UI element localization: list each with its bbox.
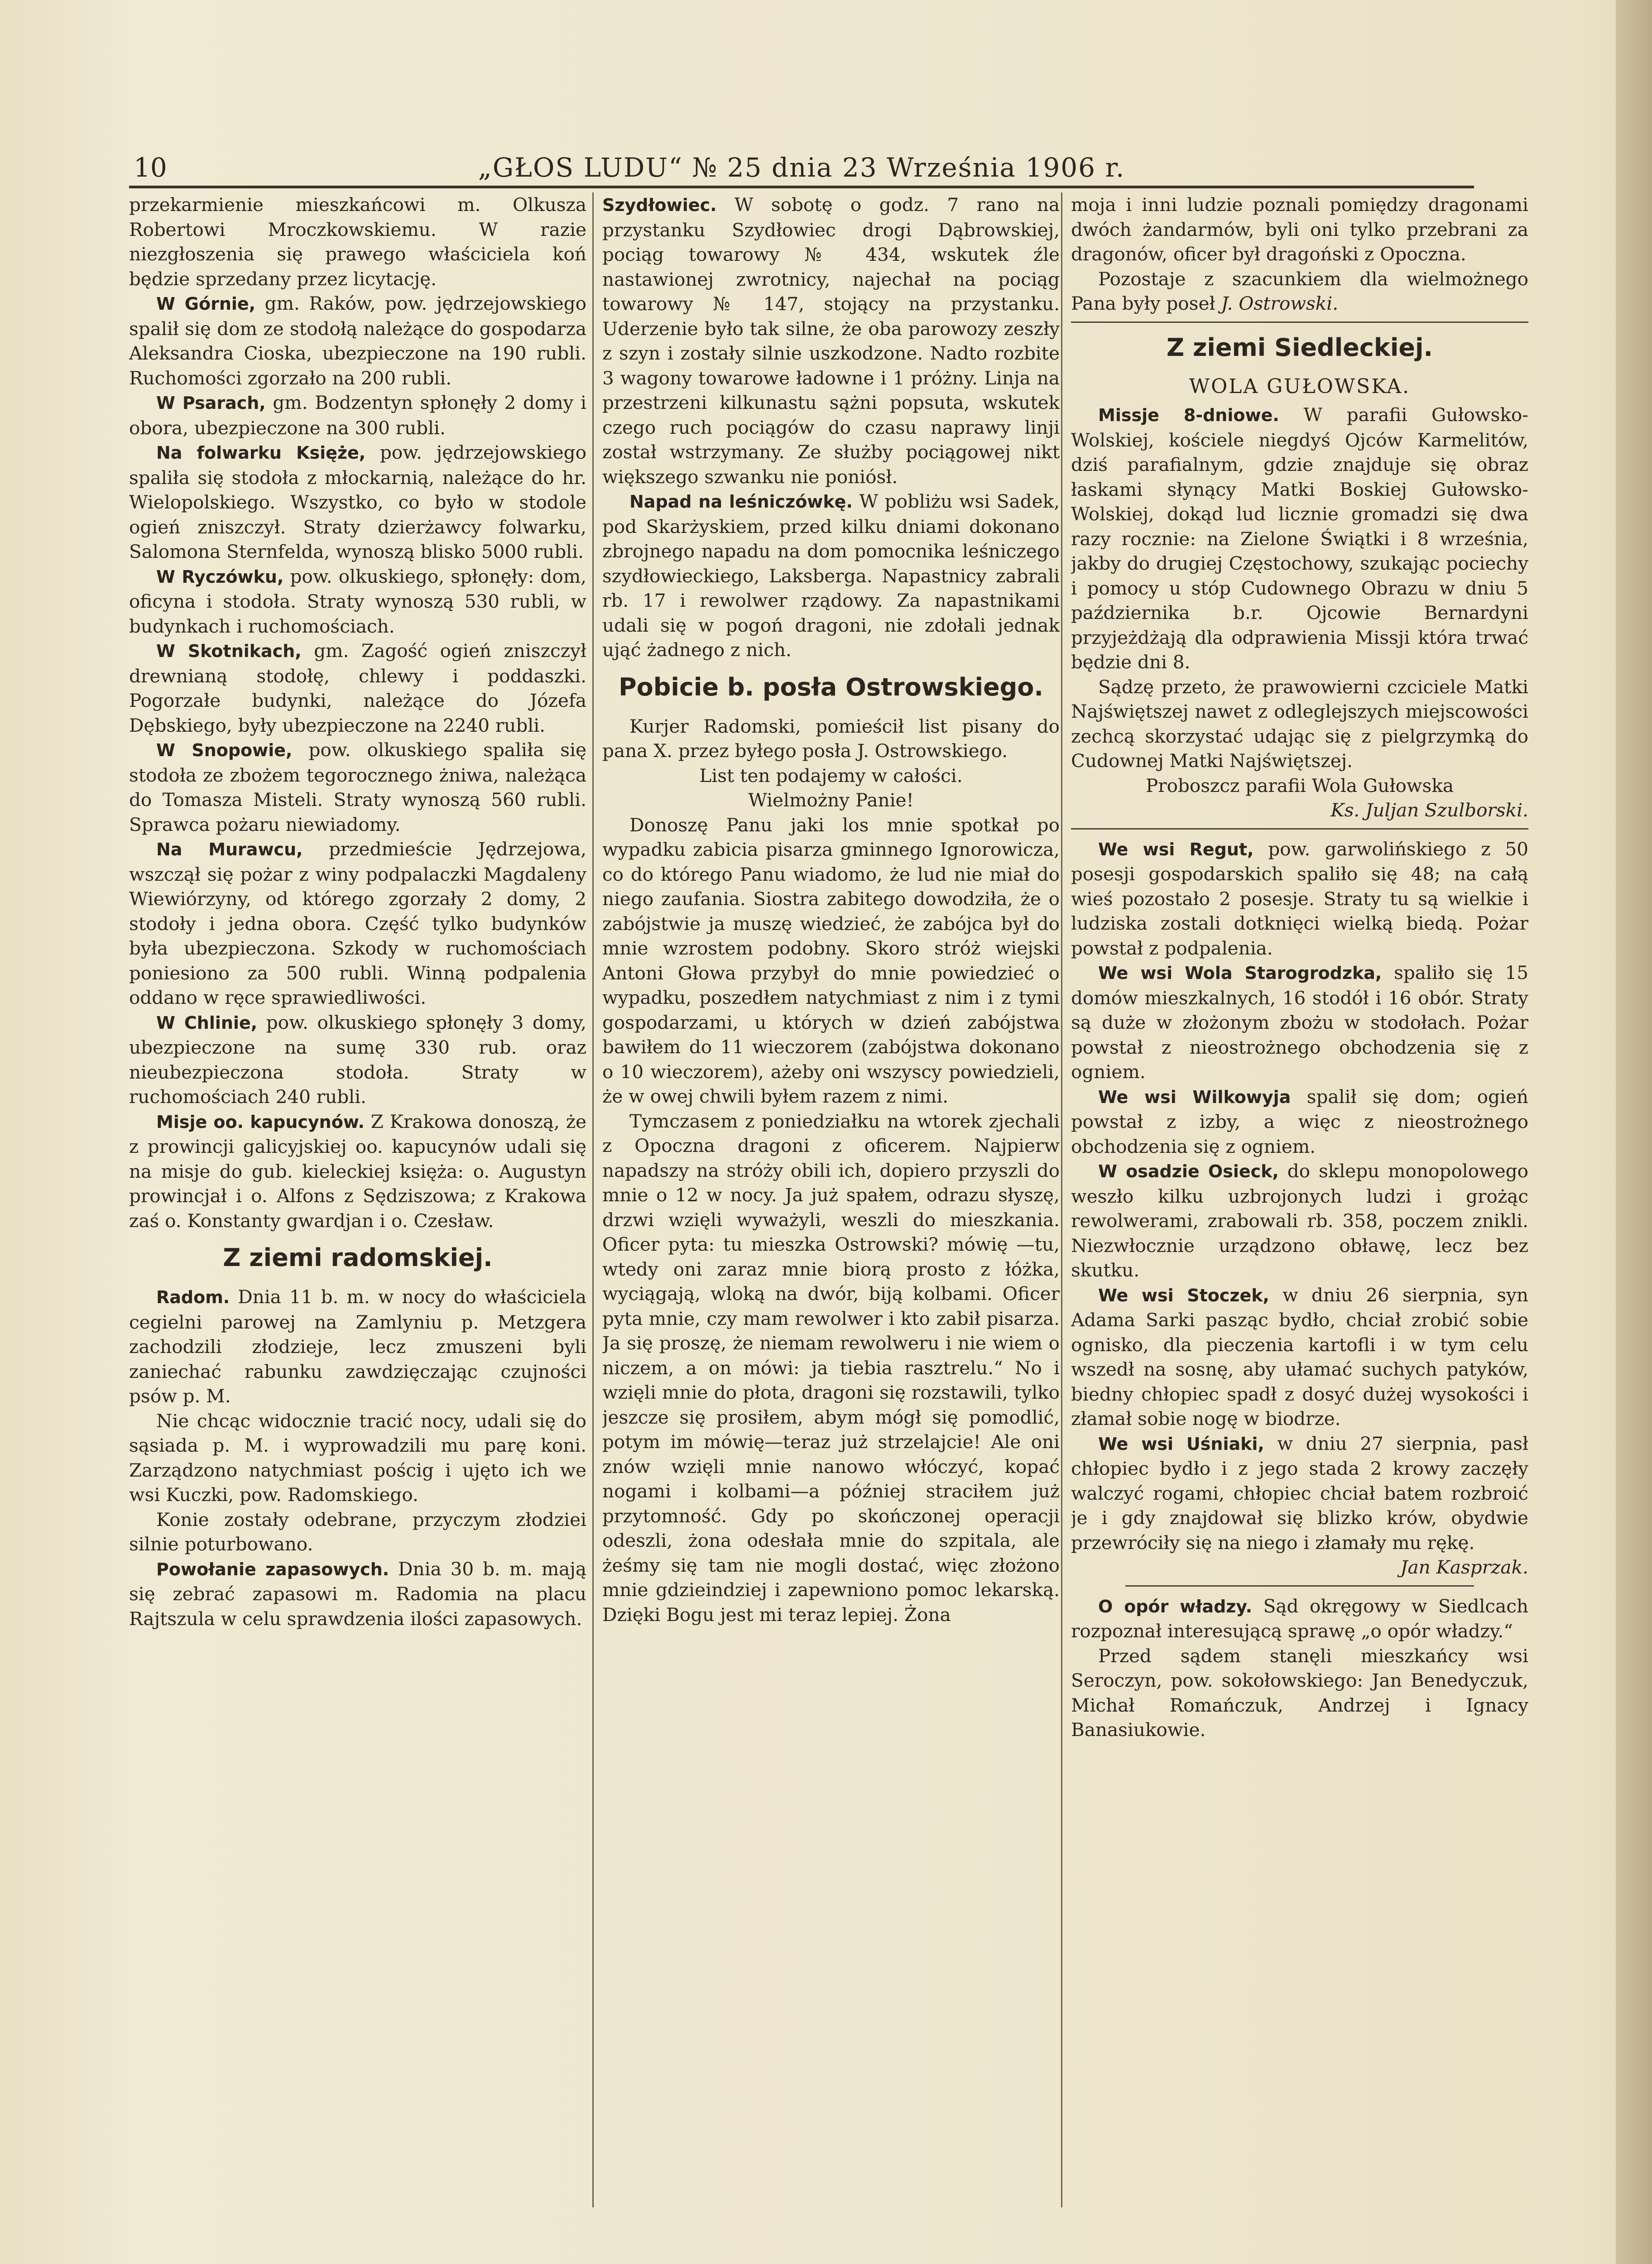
news-item xyxy=(129,837,586,1010)
news-item-text: W parafii Gułowsko-Wolskiej, kościele niegdyś Ojców Karmelitów, dziś parafialnym, gdzie znajduje się obraz łaskami słynący Matki Boskiej Gułowsko-Wolskiej, dokąd lud licznie gromadzi się dwa razy rocznie: na Zielone Świątki i 8 września, jakby do drugiej Częstochowy, szukając pociechy i pomocy u stóp Cudownego Obrazu w dniu 5 października b.r. Ojcowie Bernardyni przyjeżdżają dla odprawienia Missji która trwać będzie dni 8. xyxy=(1071,404,1528,673)
signature: Jan Kasprzak. xyxy=(1400,1556,1528,1578)
news-item-heading: W Skotnikach, xyxy=(156,641,302,661)
letter-salutation: Wielmożny Panie! xyxy=(748,789,914,811)
news-item-heading: We wsi Stoczek, xyxy=(1098,1285,1269,1305)
news-item xyxy=(129,564,586,639)
news-item-text: pow. garwolińskiego z 50 posesji gospodarskich spaliło się 48; na całą wieś pozostało 2 posesje. Straty tu są wielkie i ludziska zostali dotknięci wielką biedą. Pożar powstał z podpalenia. xyxy=(1071,838,1528,959)
news-item xyxy=(129,1109,586,1233)
news-item xyxy=(129,1285,586,1409)
news-item xyxy=(129,291,586,390)
news-item-text: w dniu 27 sierpnia, pasł chłopiec bydło i z jego stada 2 krowy zaczęły walczyć rogami, chłopiec chciał batem rozbroić je i gdy znajdował się blizko krów, obydwie przewróciły się na niego i złamały mu rękę. xyxy=(1071,1432,1528,1554)
news-item xyxy=(129,738,586,837)
article-paragraph: Tymczasem z poniedziałku na wtorek zjechali z Opoczna dragoni z oficerem. Najpierw napadszy na stróży obili ich, dopiero przyszli do mnie o 12 w nocy. Ja już spałem, odrazu słyszę, drzwi wzięli wyważyli, weszli do mieszkania. Oficer pyta: tu mieszka Ostrowski? mówię —tu, wtedy oni zaraz mnie biorą prosto z łóżka, wyciągają, wloką na dwór, biją kolbami. Oficer pyta mnie, czy mam rewolwer i kto zabił pisarza. Ja się proszę, że niemam rewolweru i nie wiem o niczem, a on mówi: ja tiebia rasztrelu.“ No i wzięli mnie do płota, dragoni się rozstawili, tylko jeszcze się prosiłem, abym mógł się pomodlić, potym im mówię—teraz już strzelajcie! Ale oni znów wzięli mnie nanowo włóczyć, kopać nogami i kolbami—a później straciłem już przytomność. Gdy po skończonej operacji odeszli, żona odesłała mnie do szpitala, ale żeśmy się tam nie mogli dostać, więc złożono mnie gdzieindziej i zapewniono pomoc lekarską. Dzięki Bogu jest mi teraz lepiej. Żona xyxy=(602,1110,1060,1626)
news-item-heading: Na Murawcu, xyxy=(156,839,303,859)
news-item-heading: Napad na leśniczówkę. xyxy=(629,492,853,512)
closing-text: Pozostaje z szacunkiem dla wielmożnego Pana były poseł xyxy=(1071,268,1528,314)
news-item-text: pow. olkuskiego, spłonęły: dom, oficyna i stodoła. Straty wynoszą 530 rubli, w budynkach i ruchomościach. xyxy=(129,565,586,637)
news-item xyxy=(129,390,586,440)
news-item-heading: W osadzie Osieck, xyxy=(1098,1161,1279,1181)
news-item-text: W pobliżu wsi Sadek, pod Skarżyskiem, przed kilku dniami dokonano zbrojnego napadu na dom pomocnika leśniczego szydłowieckiego, Laksberga. Napastnicy zabrali rb. 17 i rewolwer rządowy. Za napastnikami udali się w pogoń dragoni, nie zdołali jednak ująć żadnego z nich. xyxy=(602,490,1060,661)
news-item-heading: W Górnie, xyxy=(156,294,256,314)
news-item-text: W sobotę o godz. 7 rano na przystanku Szydłowiec drogi Dąbrowskiej, pociąg towarowy № 434, wskutek źle nastawionej zwrotnicy, najechał na pociąg towarowy № 147, stojący na przystanku. Uderzenie było tak silne, że oba parowozy zeszły z szyn i zostały silnie uszkodzone. Nadto rozbite 3 wagony towarowe ładowne i 1 próżny. Linja na przestrzeni kilkunastu sążni popsuta, wskutek czego ruch pociągów do czasu naprawy linji został wstrzymany. Ze służby pociągowej nikt większego szwanku nie poniósł. xyxy=(602,194,1060,488)
news-item xyxy=(129,638,586,738)
article-paragraph: Konie zostały odebrane, przyczym złodziei silnie poturbowano. xyxy=(129,1508,586,1555)
news-item-text: spalił się dom; ogień powstał z izby, a więc z nieostrożnego obchodzenia się z ogniem. xyxy=(1071,1085,1528,1157)
section-heading: Z ziemi Siedleckiej. xyxy=(1167,333,1433,362)
subsection-heading: WOLA GUŁOWSKA. xyxy=(1189,374,1411,398)
section-heading: Z ziemi radomskiej. xyxy=(223,1243,493,1272)
news-item-heading: O opór władzy. xyxy=(1098,1596,1253,1616)
news-item-heading: We wsi Wola Starogrodzka, xyxy=(1098,963,1382,983)
news-item-heading: We wsi Regut, xyxy=(1098,839,1254,859)
news-item-text: gm. Zagość ogień zniszczył drewnianą stodołę, chlewy i poddaszki. Pogorzałe budynki, należące do Józefa Dębskiego, były ubezpieczone na 2240 rubli. xyxy=(129,640,586,736)
news-item-heading: Szydłowiec. xyxy=(602,195,717,215)
article-paragraph: moja i inni ludzie poznali pomiędzy dragonami dwóch żandarmów, byli oni tylko przebrani za dragonów, oficer był dragoński z Opoczna. xyxy=(1071,194,1528,265)
article-paragraph xyxy=(1071,267,1528,316)
divider xyxy=(1071,828,1528,830)
news-item xyxy=(1071,837,1528,961)
divider xyxy=(1125,1585,1474,1587)
news-item xyxy=(129,1557,586,1631)
news-item-heading: W Ryczówku, xyxy=(156,566,284,587)
news-item-text: do sklepu monopolowego weszło kilku uzbrojonych ludzi i grożąc rewolwerami, zrabowali rb. 358, poczem znikli. Niezwłocznie urządzono obławę, lecz bez skutku. xyxy=(1071,1160,1528,1281)
news-item-text: Z Krakowa donoszą, że z prowincji galicyjskiej oo. kapucynów udali się na misje do gub. kieleckiej księża: o. Augustyn prowincjał i o. Alfons z Sędziszowa; z Krakowa zaś o. Konstanty gwardjan i o. Czesław. xyxy=(129,1110,586,1232)
news-item-heading: Missje 8-dniowe. xyxy=(1098,405,1279,425)
news-item-heading: Misje oo. kapucynów. xyxy=(156,1112,365,1132)
news-item xyxy=(1071,960,1528,1084)
article-paragraph: Przed sądem stanęli mieszkańcy wsi Seroczyn, pow. sokołowskiego: Jan Benedyczuk, Michał Romańczuk, Andrzej i Ignacy Banasiukowie. xyxy=(1071,1645,1528,1741)
news-item xyxy=(1071,1084,1528,1159)
news-item-text: Sąd okręgowy w Siedlcach rozpoznał interesującą sprawę „o opór władzy.“ xyxy=(1071,1595,1528,1642)
news-item-heading: Na folwarku Księże, xyxy=(156,443,366,463)
news-item-heading: Radom. xyxy=(156,1287,230,1307)
news-item-heading: W Snopowie, xyxy=(156,740,293,760)
article-paragraph: Proboszcz parafii Wola Gułowska xyxy=(1145,774,1454,796)
news-item-text: Dnia 11 b. m. w nocy do właściciela cegielni parowej na Zamlyniu p. Metzgera zachodzili złodzieje, lecz zmuszeni byli zaniechać rabunku zawdzięczając czujności psów p. M. xyxy=(129,1286,586,1407)
news-item xyxy=(602,192,1060,489)
column-rule xyxy=(1061,192,1062,2207)
page-header xyxy=(129,149,1474,188)
article-paragraph: przekarmienie mieszkańcowi m. Olkusza Robertowi Mroczkowskiemu. W razie niezgłoszenia się prawego właściciela koń będzie sprzedany przez licytację. xyxy=(129,194,586,290)
article-paragraph: Donoszę Panu jaki los mnie spotkał po wypadku zabicia pisarza gminnego Ignorowicza, co do którego Panu wiadomo, że lud nie miał do niego zaufania. Siostra zabitego dowodziła, że o zabójstwie ja muszę wiedzieć, że zabójca był do mnie wzrostem podobny. Skoro stróż wiejski Antoni Głowa przybył do mnie powiedzieć o wypadku, poszedłem natychmiast z nim i z tymi gospodarzami, u których w dzień zabójstwa bawiłem do 11 wieczorem (zabójstwa dokonano o 10 wieczorem), ażeby oni wszyscy powiedzieli, że w owej chwili byłem razem z nimi. xyxy=(602,814,1060,1107)
news-item-heading: Powołanie zapasowych. xyxy=(156,1559,389,1579)
news-item xyxy=(1071,1431,1528,1555)
news-item xyxy=(602,489,1060,662)
news-item-text: Dnia 30 b. m. mają się zebrać zapasowi m. Radomia na placu Rajtszula w celu sprawdzenia ilości zapasowych. xyxy=(129,1558,586,1630)
article-paragraph: Sądzę przeto, że prawowierni czciciele Matki Najświętszej nawet z odleglejszych miejscowości zechcą skorzystać udając się z pielgrzymką do Cudownej Matki Najświętszej. xyxy=(1071,676,1528,772)
news-item-text: pow. olkuskiego spaliła się stodoła ze zbożem tegorocznego żniwa, należąca do Tomasza Misteli. Straty wynoszą 560 rubli. Sprawca pożaru niewiadomy. xyxy=(129,739,586,835)
masthead-title: „GŁOS LUDU“ № 25 dnia 23 Września 1906 r. xyxy=(478,152,1125,183)
signature: Ks. Juljan Szulborski. xyxy=(1330,799,1528,821)
news-item-text: gm. Raków, pow. jędrzejowskiego spalił się dom ze stodołą należące do gospodarza Aleksandra Cioska, ubezpieczone na 190 rubli. Ruchomości zgorzało na 200 rubli. xyxy=(129,293,586,389)
column-right xyxy=(1071,192,1528,2216)
section-heading: Pobicie b. posła Ostrowskiego. xyxy=(619,672,1043,701)
news-item-heading: W Chlinie, xyxy=(156,1012,258,1033)
news-item xyxy=(1071,1159,1528,1283)
news-item xyxy=(1071,1283,1528,1431)
news-item xyxy=(129,440,586,564)
column-rule xyxy=(592,192,594,2207)
column-middle xyxy=(602,192,1060,2216)
article-paragraph: Kurjer Radomski, pomieścił list pisany do pana X. przez byłego posła J. Ostrowskiego. xyxy=(602,715,1060,762)
news-item-text: spaliło się 15 domów mieszkalnych, 16 stodół i 16 obór. Straty są duże w złożonym zbożu w stodołach. Pożar powstał z nieostrożnego obchodzenia się z ogniem. xyxy=(1071,962,1528,1083)
article-paragraph: Nie chcąc widocznie tracić nocy, udali się do sąsiada p. M. i wyprowadzili mu parę koni. Zarządzono natychmiast pościg i ujęto ich we wsi Kuczki, pow. Radomskiego. xyxy=(129,1410,586,1506)
news-item-text: przedmieście Jędrzejowa, wszczął się pożar z winy podpalaczki Magdaleny Wiewiórzyny, od którego zgorzały 2 domy, 2 stodoły i jedna obora. Część tylko budynków była ubezpieczona. Szkody w ruchomościach poniesiono za 500 rubli. Winną podpalenia oddano w ręce sprawiedliwości. xyxy=(129,838,586,1008)
column-left xyxy=(129,192,586,2216)
news-item-heading: We wsi Wilkowyja xyxy=(1098,1087,1291,1107)
news-item-heading: We wsi Uśniaki, xyxy=(1098,1434,1264,1454)
news-item-heading: W Psarach, xyxy=(156,393,266,413)
news-item-text: gm. Bodzentyn spłonęły 2 domy i obora, ubezpieczone na 300 rubli. xyxy=(129,392,586,439)
news-item-text: w dniu 26 sierpnia, syn Adama Sarki pasząc bydło, chciał zrobić sobie ognisko, dla pieczenia kartofli i w tym celu wszedł na sosnę, aby ułamać suchych patyków, biedny chłopiec spadł z dosyć dużej wysokości i złamał sobie nogę w biodrze. xyxy=(1071,1284,1528,1429)
news-item xyxy=(129,1010,586,1109)
signature: J. Ostrowski. xyxy=(1221,293,1339,314)
news-item xyxy=(1071,1594,1528,1644)
divider xyxy=(1071,321,1528,323)
adjacent-page-edge xyxy=(1616,0,1652,2264)
news-item-text: pow. olkuskiego spłonęły 3 domy, ubezpieczone na sumę 330 rub. oraz nieubezpieczona stodoła. Straty w ruchomościach 240 rubli. xyxy=(129,1011,586,1108)
page-number: 10 xyxy=(134,152,167,183)
article-paragraph: List ten podajemy w całości. xyxy=(699,764,963,787)
news-item-text: pow. jędrzejowskiego spaliła się stodoła z młockarnią, należące do hr. Wielopolskiego. Wszystko, co było w stodole ogień zniszczył. Straty dzierżawcy folwarku, Salomona Sternfelda, wynoszą blisko 5000 rubli. xyxy=(129,441,586,562)
news-item xyxy=(1071,403,1528,675)
